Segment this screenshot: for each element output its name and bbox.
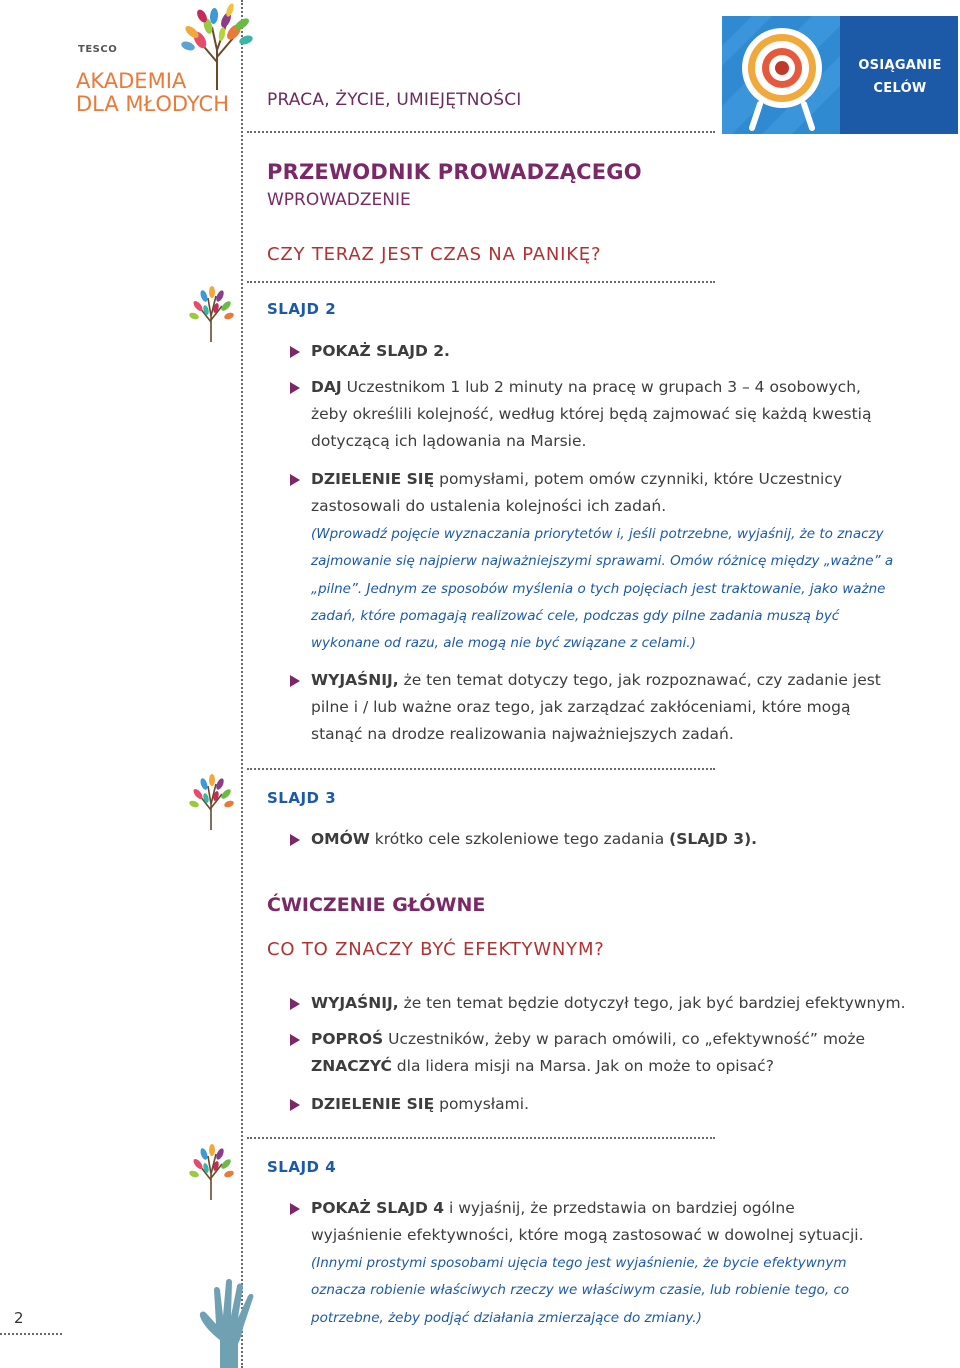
guide-subtitle: WPROWADZENIE bbox=[267, 190, 411, 210]
slide-2-label: SLAJD 2 bbox=[267, 300, 337, 318]
bullet-arrow-icon bbox=[290, 474, 300, 486]
slide-4-label: SLAJD 4 bbox=[267, 1158, 337, 1176]
bullet-share-ideas-2 bbox=[290, 1091, 915, 1118]
page-number: 2 bbox=[14, 1309, 24, 1327]
bullet-arrow-icon bbox=[290, 1099, 300, 1111]
bullet-keyword: WYJAŚNIJ, bbox=[311, 994, 399, 1012]
bullet-explain-efficiency bbox=[290, 990, 930, 1017]
bullet-keyword: DZIELENIE SIĘ bbox=[311, 470, 435, 488]
tesco-wordmark: TESCO bbox=[78, 44, 118, 55]
facilitator-note-efficiency: (Innymi prostymi sposobami ujęcia tego jest wyjaśnienie, że bycie efektywnym oznacza robienie właściwych rzeczy we właściwym czasie, lub robienie tego, co potrzebne, żeby podjąć działania zmierzające do zmiany.) bbox=[311, 1255, 850, 1326]
exercise-title: ĆWICZENIE GŁÓWNE bbox=[267, 894, 486, 916]
header-title: PRACA, ŻYCIE, UMIEJĘTNOŚCI bbox=[267, 90, 522, 110]
bullet-show-slide-2 bbox=[290, 338, 915, 365]
page-number-underline bbox=[0, 1333, 62, 1335]
bullet-keyword-2: ZNACZYĆ bbox=[311, 1057, 392, 1075]
bullet-text: że ten temat dotyczy tego, jak rozpoznawać, czy zadanie jest pilne i / lub ważne oraz tego, jak zarządzać zakłóceniami, które mogą stanąć na drodze realizowania najważniejszych zadań. bbox=[311, 671, 881, 743]
tree-icon bbox=[186, 286, 236, 344]
guide-title: PRZEWODNIK PROWADZĄCEGO bbox=[267, 160, 642, 184]
badge-title bbox=[842, 54, 958, 100]
badge-line-2: CELÓW bbox=[873, 81, 927, 96]
section-divider-3 bbox=[247, 1137, 715, 1139]
bullet-text: Uczestnikom 1 lub 2 minuty na pracę w grupach 3 – 4 osobowych, żeby określili kolejność, według której będą zajmować się każdą kwestią dotyczącą ich lądowania na Marsie. bbox=[311, 378, 872, 450]
bullet-text: pomysłami, potem omów czynniki, które Uczestnicy zastosowali do ustalenia kolejności ich zadań. bbox=[311, 470, 843, 515]
bullet-text-2: dla lidera misji na Marsa. Jak on może to opisać? bbox=[391, 1057, 774, 1075]
bullet-arrow-icon bbox=[290, 1203, 300, 1215]
bullet-keyword: DAJ bbox=[311, 378, 342, 396]
section-divider-2 bbox=[247, 768, 715, 770]
bullet-show-slide-4 bbox=[290, 1195, 890, 1249]
tree-icon bbox=[186, 774, 236, 832]
section-badge bbox=[722, 16, 958, 134]
bullet-arrow-icon bbox=[290, 675, 300, 687]
bullet-arrow-icon bbox=[290, 834, 300, 846]
vertical-dotted-divider bbox=[241, 0, 243, 1368]
target-icon bbox=[722, 16, 840, 134]
exercise-subtitle: CO TO ZNACZY BYĆ EFEKTYWNYM? bbox=[267, 939, 605, 960]
bullet-arrow-icon bbox=[290, 1034, 300, 1046]
bullet-give-time bbox=[290, 374, 898, 455]
bullet-keyword: WYJAŚNIJ, bbox=[311, 671, 399, 689]
badge-line-1: OSIĄGANIE bbox=[858, 58, 942, 73]
facilitator-note-priorities: (Wprowadź pojęcie wyznaczania priorytetów i, jeśli potrzebne, wyjaśnij, że to znaczy zajmowanie się najpierw najważniejszymi sprawami. Omów różnicę między „ważne” a „pilne”. Jednym ze sposobów myślenia o tych pojęciach jest traktowanie, jako ważne zadań, które pomagają realizować cele, podczas gdy pilne zadania muszą być wykonane od razu, ale mogą nie być związane z celami.) bbox=[311, 526, 894, 652]
hand-icon bbox=[196, 1278, 266, 1368]
bullet-arrow-icon bbox=[290, 346, 300, 358]
brand-line-1: AKADEMIA bbox=[76, 69, 187, 93]
bullet-keyword: POPROŚ bbox=[311, 1030, 384, 1048]
brand-line-2: DLA MŁODYCH bbox=[76, 92, 229, 116]
bullet-keyword: DZIELENIE SIĘ bbox=[311, 1095, 435, 1113]
bullet-explain-topic bbox=[290, 667, 890, 748]
bullet-keyword-2: (SLAJD 3). bbox=[669, 830, 758, 848]
header-divider bbox=[247, 131, 715, 133]
bullet-arrow-icon bbox=[290, 998, 300, 1010]
section-title-panic: CZY TERAZ JEST CZAS NA PANIKĘ? bbox=[267, 244, 602, 265]
bullet-text: i wyjaśnij, że przedstawia on bardziej ogólne wyjaśnienie efektywności, które mogą zastosować w dowolnej sytuacji. bbox=[311, 1199, 864, 1244]
bullet-ask-pairs bbox=[290, 1026, 915, 1080]
bullet-text: pomysłami. bbox=[434, 1095, 530, 1113]
bullet-text: że ten temat będzie dotyczył tego, jak być bardziej efektywnym. bbox=[398, 994, 906, 1012]
bullet-share-ideas bbox=[290, 466, 898, 520]
bullet-text: krótko cele szkoleniowe tego zadania bbox=[369, 830, 670, 848]
bullet-keyword: POKAŻ SLAJD 4 bbox=[311, 1199, 445, 1217]
bullet-arrow-icon bbox=[290, 382, 300, 394]
tree-icon bbox=[186, 1144, 236, 1202]
slide-3-label: SLAJD 3 bbox=[267, 789, 337, 807]
bullet-text: Uczestników, żeby w parach omówili, co „efektywność” może bbox=[383, 1030, 866, 1048]
bullet-keyword: OMÓW bbox=[311, 830, 370, 848]
bullet-keyword: POKAŻ SLAJD 2. bbox=[311, 342, 450, 360]
bullet-discuss-goals bbox=[290, 826, 915, 853]
section-divider-1 bbox=[247, 281, 715, 283]
